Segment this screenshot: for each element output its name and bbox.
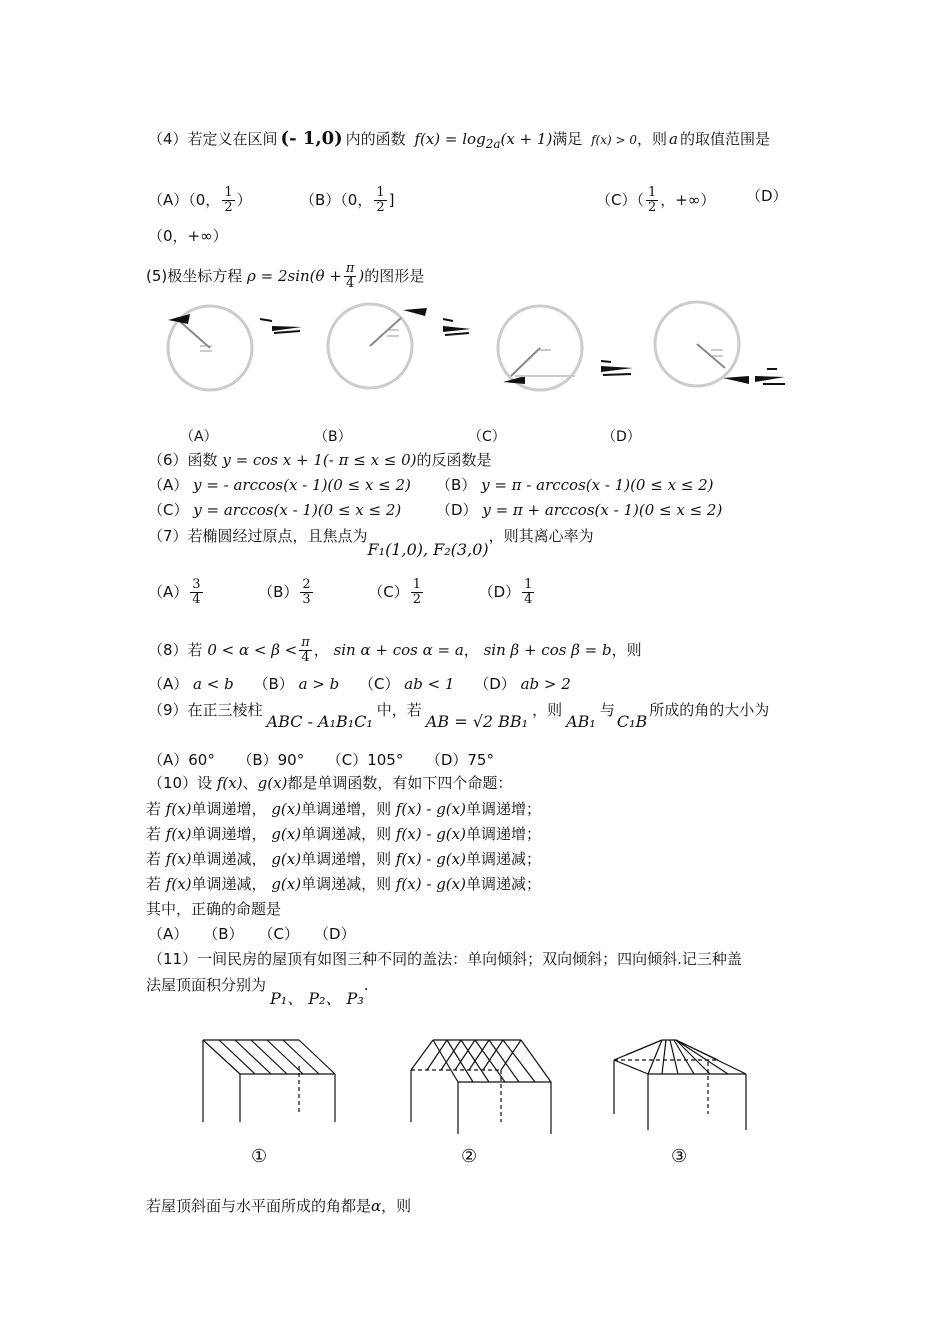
- q10-proposition-1: [146, 799, 541, 819]
- q4-func-main: f(x) = log: [414, 130, 486, 148]
- q6-option-d: [436, 500, 722, 520]
- q6-option-a-label: （A）: [148, 476, 189, 494]
- q4-stem-e: 的取值范围是: [679, 130, 770, 148]
- q6-option-c-value: y = arccos(x - 1)(0 ≤ x ≤ 2): [193, 501, 402, 519]
- q4-func-arg: (x + 1): [500, 130, 553, 148]
- q4-option-b-pre: （B）（0，: [300, 191, 373, 209]
- q8-options: [148, 674, 571, 694]
- q6-option-a: [148, 475, 411, 495]
- q11-stem: （11）一间民房的屋顶有如图三种不同的盖法：单向倾斜；双向倾斜；四向倾斜.记三种盖: [148, 950, 742, 968]
- q5-equation-a: ρ = 2sin(θ +: [247, 267, 342, 285]
- fraction-numerator: 1: [524, 577, 533, 592]
- fraction-denominator: 4: [301, 650, 310, 665]
- q4-stem: [148, 129, 770, 154]
- q7-stem: [148, 526, 594, 559]
- q8-condition-c: sin β + cos β = b: [483, 641, 612, 659]
- q8-stem-b: ，则: [611, 641, 642, 659]
- q9-stem: [148, 700, 770, 731]
- q10-stem-a: （10）设: [148, 774, 213, 792]
- q9-stem-d: 与: [599, 701, 615, 719]
- q8-option-a-value: a < b: [193, 675, 234, 693]
- q4-option-d-cont: （0，+∞）: [148, 227, 228, 245]
- fraction-denominator: 4: [346, 276, 355, 291]
- q10-proposition-3: [146, 849, 541, 869]
- q5-figure-d: [645, 298, 795, 398]
- q8-option-b-label: （B）: [253, 675, 294, 693]
- q8-stem: [148, 636, 642, 665]
- q11-tail-b: ，则: [381, 1197, 412, 1215]
- fraction-denominator: 2: [647, 200, 657, 215]
- fraction-numerator: 1: [412, 577, 422, 592]
- q4-option-a-pre: （A）（0，: [148, 191, 221, 209]
- prop-text: 单调递增，则: [301, 850, 392, 868]
- prop-text: 单调递减；: [465, 875, 541, 893]
- q5-stem-b: 的图形是: [364, 267, 425, 285]
- q4-option-b-fraction: [374, 186, 386, 215]
- q5-stem: [146, 262, 424, 291]
- roof-figure-3: [608, 1030, 758, 1140]
- fraction-numerator: π: [301, 635, 310, 650]
- fraction-denominator: 4: [192, 592, 201, 607]
- q4-func-sub: 2a: [485, 137, 501, 151]
- q4-option-a-fraction: [222, 186, 234, 215]
- q8-condition-b: sin α + cos α = a: [333, 641, 464, 659]
- q7-stem-b: ，则其离心率为: [488, 527, 594, 545]
- q7-option-a-fraction: [190, 578, 202, 607]
- q8-option-c-label: （C）: [359, 675, 400, 693]
- fraction-denominator: 2: [412, 592, 422, 607]
- q4-stem-d: ，则: [636, 130, 667, 148]
- q7-option-b-fraction: [300, 578, 312, 607]
- prop-text: 若: [146, 825, 162, 843]
- q4-option-c-pre: （C）（: [596, 191, 644, 209]
- q4-option-b-post: ]: [388, 191, 395, 209]
- q7-stem-a: （7）若椭圆经过原点，且焦点为: [148, 527, 368, 545]
- q8-option-d-value: ab > 2: [520, 675, 571, 693]
- q4-var: a: [669, 130, 678, 148]
- q5-figure-a: [160, 300, 310, 400]
- q8-stem-a: （8）若: [148, 641, 203, 659]
- prop-text: 单调递减，: [191, 850, 267, 868]
- q4-stem-b: 内的函数: [345, 130, 406, 148]
- q10-proposition-2: [146, 824, 541, 844]
- q6-stem-b: 的反函数是: [416, 451, 492, 469]
- roof-figure-2: [403, 1030, 563, 1140]
- roof-label-1: ①: [251, 1146, 268, 1167]
- q11-dot: .: [363, 976, 369, 994]
- prop-text: 若: [146, 850, 162, 868]
- q8-fraction: [299, 636, 312, 665]
- prop-gx: g(x): [271, 800, 302, 818]
- q4-interval: (- 1,0): [280, 128, 343, 149]
- q10-stem-b: 都是单调函数，有如下四个命题：: [287, 774, 513, 792]
- prop-text: 单调递减；: [465, 850, 541, 868]
- q7-option-c-label: （C）: [368, 583, 409, 601]
- q10-options: （A） （B） （C） （D）: [148, 925, 356, 943]
- q4-option-c-post: ，+∞）: [660, 191, 716, 209]
- prop-text: 单调递减，则: [301, 825, 392, 843]
- q9-stem-a: （9）在正三棱柱: [148, 701, 263, 719]
- q10-gx: g(x): [257, 774, 288, 792]
- q9-stem-c: ，则: [532, 701, 563, 719]
- q4-func: [414, 130, 553, 151]
- q10-conclusion: 其中，正确的命题是: [146, 900, 282, 918]
- fraction-numerator: 1: [647, 185, 657, 200]
- q6-option-d-value: y = π + arccos(x - 1)(0 ≤ x ≤ 2): [482, 501, 723, 519]
- fraction-numerator: 1: [224, 185, 233, 200]
- prop-text: 单调递增；: [465, 825, 541, 843]
- q11-tail-a: 若屋顶斜面与水平面所成的角都是: [146, 1197, 372, 1215]
- prop-text: 若: [146, 800, 162, 818]
- fraction-numerator: 1: [376, 185, 385, 200]
- q6-stem: [148, 450, 492, 470]
- q8-separator: ，: [463, 641, 479, 659]
- q8-option-c-value: ab < 1: [404, 675, 455, 693]
- q9-segment-1: AB₁: [566, 712, 596, 731]
- q5-fraction: [344, 262, 357, 291]
- q4-option-a-post: ）: [236, 191, 252, 209]
- q7-option-d-label: （D）: [478, 583, 521, 601]
- q4-cond: f(x) > 0: [591, 133, 637, 147]
- fraction-numerator: π: [345, 261, 355, 276]
- q7-foci: F₁(1,0), F₂(3,0): [367, 540, 489, 559]
- q11-alpha: α: [371, 1197, 382, 1215]
- q6-option-b-value: y = π - arccos(x - 1)(0 ≤ x ≤ 2): [481, 476, 714, 494]
- q6-stem-a: （6）函数: [148, 451, 218, 469]
- q7-option-d-fraction: [522, 578, 534, 607]
- prop-fx: f(x): [165, 825, 192, 843]
- q9-condition: AB = √2 BB₁: [425, 712, 529, 731]
- q4-stem-c: 满足: [552, 130, 583, 148]
- q7-option-c-fraction: [411, 578, 423, 607]
- q4-stem-a: （4）若定义在区间: [148, 130, 278, 148]
- q4-option-c: [596, 186, 715, 215]
- prop-text: 单调递减，则: [301, 875, 392, 893]
- prop-diff: f(x) - g(x): [395, 850, 466, 868]
- q5-label-a: （A）: [180, 429, 218, 445]
- fraction-denominator: 4: [524, 592, 533, 607]
- fraction-denominator: 2: [376, 200, 385, 215]
- q10-stem: [148, 773, 512, 793]
- prop-fx: f(x): [165, 800, 192, 818]
- prop-text: 单调递增，: [191, 825, 267, 843]
- q6-option-a-value: y = - arccos(x - 1)(0 ≤ x ≤ 2): [193, 476, 411, 494]
- q6-option-d-label: （D）: [436, 501, 478, 519]
- q9-stem-b: 中，若: [376, 701, 422, 719]
- q4-option-d: （D）: [746, 187, 788, 205]
- q11-vars: P₁、 P₂、 P₃: [270, 989, 364, 1008]
- prop-text: 若: [146, 875, 162, 893]
- q6-equation: y = cos x + 1(- π ≤ x ≤ 0): [222, 451, 417, 469]
- q11-stem-b-text: 法屋顶面积分别为: [146, 976, 267, 994]
- fraction-numerator: 2: [302, 577, 311, 592]
- q6-option-c-label: （C）: [148, 501, 189, 519]
- prop-text: 单调递增，: [191, 800, 267, 818]
- q9-prism: ABC - A₁B₁C₁: [266, 712, 373, 731]
- q6-option-c: [148, 500, 401, 520]
- fraction-denominator: 2: [224, 200, 233, 215]
- prop-gx: g(x): [271, 875, 302, 893]
- q5-label-d: （D）: [602, 429, 641, 445]
- q4-option-b: [300, 186, 394, 215]
- roof-label-3: ③: [671, 1146, 688, 1167]
- q9-stem-e: 所成的角的大小为: [649, 701, 770, 719]
- roof-figure-1: [195, 1030, 345, 1130]
- prop-diff: f(x) - g(x): [395, 800, 466, 818]
- fraction-numerator: 3: [192, 577, 201, 592]
- q7-option-a-label: （A）: [148, 583, 189, 601]
- q5-label-b: （B）: [314, 429, 352, 445]
- q6-option-b: [436, 475, 714, 495]
- q11-stem-b: [146, 975, 369, 1008]
- q4-option-a: [148, 186, 252, 215]
- prop-gx: g(x): [271, 850, 302, 868]
- q9-options: （A）60° （B）90° （C）105° （D）75°: [148, 751, 494, 769]
- prop-fx: f(x): [165, 850, 192, 868]
- q5-equation-b: ): [358, 267, 365, 285]
- q10-separator: 、: [242, 774, 258, 792]
- q10-fx: f(x): [216, 774, 243, 792]
- q9-segment-2: C₁B: [616, 712, 648, 731]
- q5-label-c: （C）: [468, 429, 506, 445]
- q11-tail: [146, 1196, 411, 1216]
- q8-separator: ，: [313, 641, 329, 659]
- prop-diff: f(x) - g(x): [395, 875, 466, 893]
- q8-option-d-label: （D）: [474, 675, 516, 693]
- q6-option-b-label: （B）: [436, 476, 477, 494]
- q10-proposition-4: [146, 874, 541, 894]
- prop-text: 单调递增，则: [301, 800, 392, 818]
- q7-option-b-label: （B）: [258, 583, 299, 601]
- prop-fx: f(x): [165, 875, 192, 893]
- q8-option-b-value: a > b: [298, 675, 340, 693]
- q4-option-c-fraction: [646, 186, 658, 215]
- q8-condition-a: 0 < α < β <: [207, 641, 298, 659]
- q5-figure-c: [495, 300, 645, 400]
- q5-stem-a: (5)极坐标方程: [146, 267, 243, 285]
- prop-text: 单调递增；: [465, 800, 541, 818]
- prop-gx: g(x): [271, 825, 302, 843]
- q8-option-a-label: （A）: [148, 675, 189, 693]
- q5-figure-b: [325, 300, 475, 400]
- prop-text: 单调递减，: [191, 875, 267, 893]
- q7-options: [148, 578, 536, 607]
- prop-diff: f(x) - g(x): [395, 825, 466, 843]
- fraction-denominator: 3: [302, 592, 311, 607]
- roof-label-2: ②: [461, 1146, 478, 1167]
